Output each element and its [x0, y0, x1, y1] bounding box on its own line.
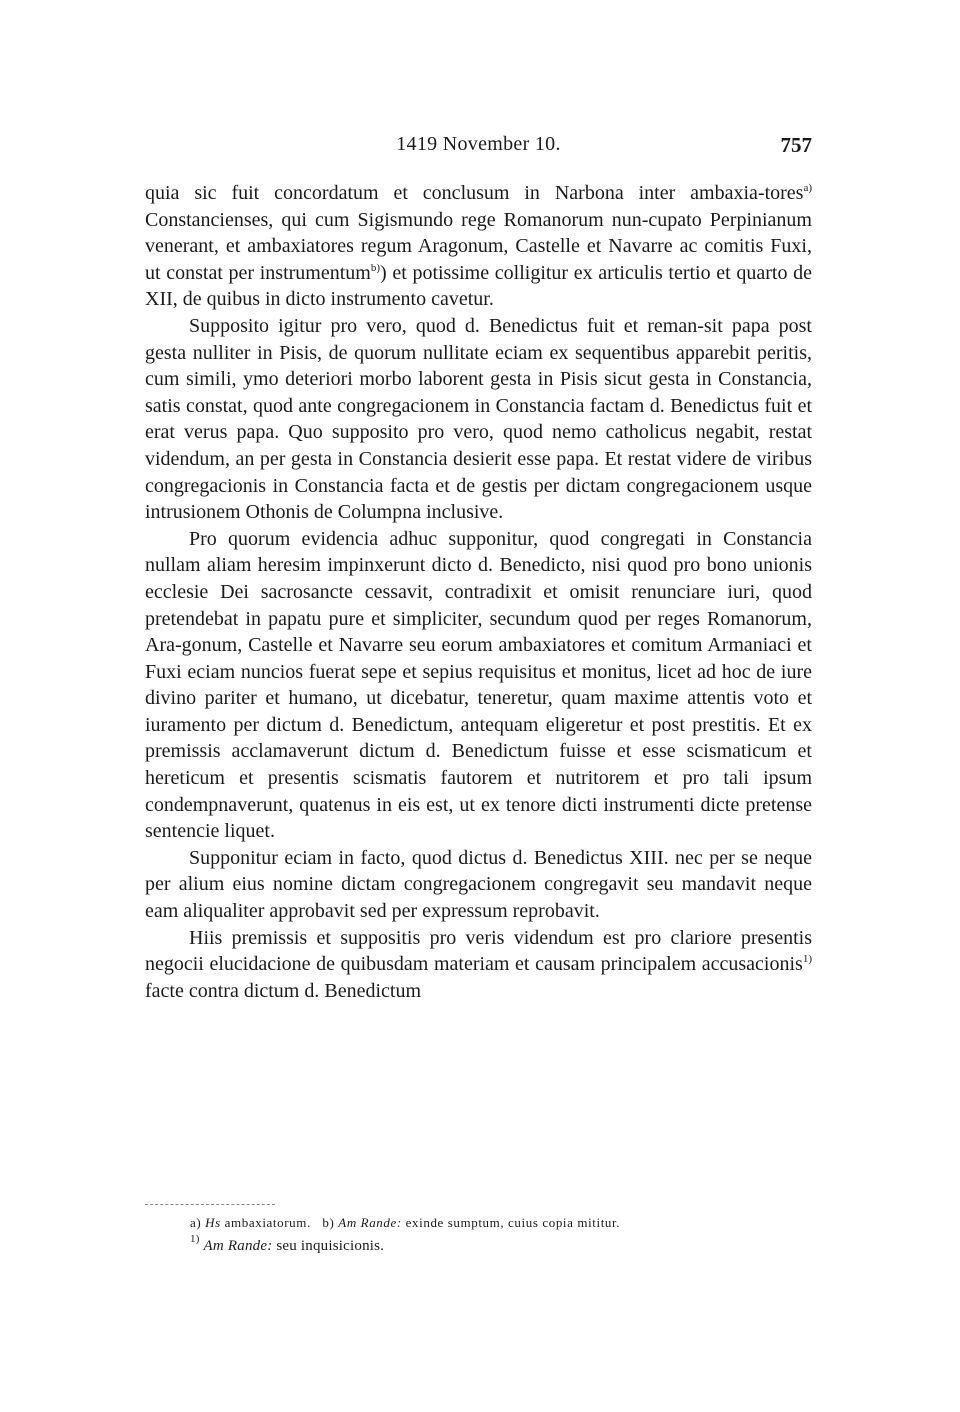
note-a-text: ambaxiatorum. [220, 1215, 311, 1230]
note-a-source: Hs [205, 1215, 221, 1230]
paragraph-1-tail: ) et potissime colligitur ex articulis tertio et quarto de XII, de quibus in dicto instrumento cavetur. [145, 261, 812, 311]
note-1-source: Am Rande: [203, 1238, 273, 1254]
note-b-source: Am Rande: [338, 1215, 402, 1230]
main-text [145, 180, 812, 1004]
running-header [145, 133, 812, 167]
paragraph-1-lead: quia sic fuit concordatum et conclusum in Narbona inter ambaxia-tores [145, 182, 804, 204]
page-number: 757 [780, 133, 812, 157]
note-b-label: b) [322, 1215, 335, 1230]
paragraph-4: Supponitur eciam in facto, quod dictus d. Benedictus XIII. nec per se neque per alium eius nomine dictam congregacionem congregavit seu mandavit neque eam aliqualiter approbavit sed per expressum reprobavit. [145, 846, 812, 923]
note-1-label: 1) [190, 1233, 200, 1245]
footnote-separator [145, 1204, 275, 1205]
paragraph-5-tail: facte contra dictum d. Benedictum [145, 979, 422, 1002]
paragraph-3: Pro quorum evidencia adhuc supponitur, quod congregati in Constancia nullam aliam heresim impinxerunt dicto d. Benedicto, nisi quod pro bono unionis ecclesie Dei sacrosancte cessavit, contradixit et omisit renunciare iuri, quod pretendebat in papatu pure et simpliciter, secundum quod per reges Romanorum, Ara-gonum, Castelle et Navarre seu eorum ambaxiatores et comitum Armaniaci et Fuxi eciam nuncios fuerat sepe et sepius requisitus et monitus, licet ad hoc de iure divino pariter et humano, ut dicebatur, teneretur, quam maxime attentis voto et iuramento per dictum d. Benedictum, antequam eligeretur et post prestitis. Et ex premissis acclamaverunt dictum d. Benedictum fuisse et esse scismaticum et hereticum et presentis scismatis fautorem et nutritorem et pro tali ipsum condempnaverunt, quatenus in eis est, ut ex tenore dicti instrumenti dicte pretense sentencie liquet. [145, 527, 812, 843]
paragraph-5 [145, 925, 812, 1005]
paragraph-2: Supposito igitur pro vero, quod d. Benedictus fuit et reman-sit papa post gesta nulliter in Pisis, de quorum nullitate eciam ex sequentibus apparebit peritis, cum simili, ymo deteriori morbo laborent gesta in Pisis sicut gesta in Constancia, satis constat, quod ante congregacionem in Constancia factam d. Benedictus fuit et erat verus papa. Quo supposito pro vero, quod nemo catholicus negabit, restat videndum, an per gesta in Constancia desierit esse papa. Et restat videre de viribus congregacionis in Constancia facta et de gestis per dictam congregacionem usque intrusionem Othonis de Columpna inclusive. [145, 314, 812, 524]
paragraph-5-lead: Hiis premissis et suppositis pro veris videndum est pro clariore presentis negocii elucidacione de quibusdam materiam et causam principalem accusacionis [145, 926, 812, 976]
footnote-ref-1: 1) [802, 953, 812, 966]
header-date: 1419 November 10. [396, 133, 561, 155]
note-a-label: a) [190, 1215, 202, 1230]
textual-notes [190, 1215, 790, 1231]
paragraph-1 [145, 180, 812, 313]
footnote-1 [190, 1233, 790, 1255]
footnote-ref-b: b) [370, 261, 381, 274]
footnote-ref-a: a) [803, 182, 812, 194]
note-b-text: exinde sumptum, cuius copia mititur. [401, 1215, 621, 1230]
paragraph-1-middle: Constancienses, qui cum Sigismundo rege Romanorum nun-cupato Perpinianum venerant, et ambaxiatores regum Aragonum, Castelle et Navarre ac comitis Fuxi, ut constat per instrumentum [145, 208, 812, 284]
note-1-text: seu inquisicionis. [272, 1238, 385, 1254]
